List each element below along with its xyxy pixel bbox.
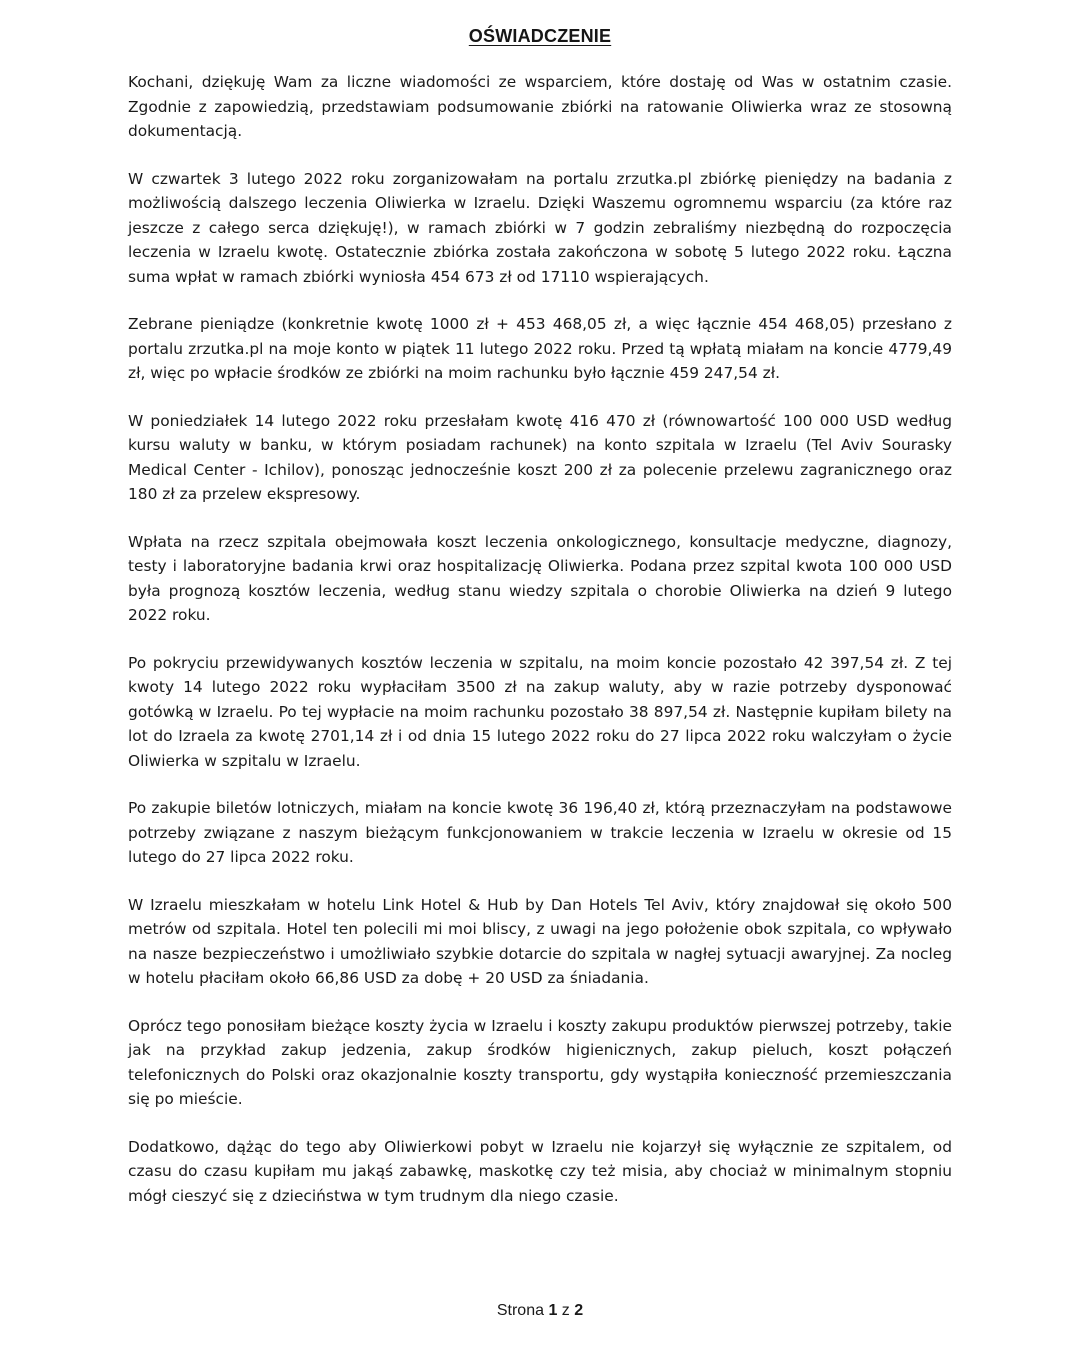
paragraph: Dodatkowo, dążąc do tego aby Oliwierkowi pobyt w Izraelu nie kojarzył się wyłącznie ze szpitalem, od czasu do czasu kupiłam mu jakąś zabawkę, maskotkę czy też misia, aby chociaż w minimalnym stopniu mógł cieszyć się z dzieciństwa w tym trudnym dla niego czasie.: [128, 1137, 952, 1205]
paragraph: Po zakupie biletów lotniczych, miałam na koncie kwotę 36 196,40 zł, którą przeznaczyłam na podstawowe potrzeby związane z naszym bieżącym funkcjonowaniem w trakcie leczenia w Izraelu w okresie od 15 lutego do 27 lipca 2022 roku.: [128, 799, 952, 866]
page-separator: z: [561, 1302, 570, 1319]
page-label: Strona: [496, 1302, 544, 1319]
page-footer: [0, 1302, 1080, 1320]
total-pages-number: 2: [574, 1302, 584, 1319]
paragraph: Po pokryciu przewidywanych kosztów leczenia w szpitalu, na moim koncie pozostało 42 397,54 zł. Z tej kwoty 14 lutego 2022 roku wypłaciłam 3500 zł na zakup waluty, aby w razie potrzeby dysponować gotówką w Izraelu. Po tej wypłacie na moim rachunku pozostało 38 897,54 zł. Następnie kupiłam bilety na lot do Izraela za kwotę 2701,14 zł i od dnia 15 lutego 2022 roku do 27 lipca 2022 roku walczyłam o życie Oliwierka w szpitalu w Izraelu.: [128, 653, 952, 770]
document-body: [128, 70, 952, 1231]
current-page-number: 1: [548, 1302, 558, 1319]
paragraph: W Izraelu mieszkałam w hotelu Link Hotel & Hub by Dan Hotels Tel Aviv, który znajdował się około 500 metrów od szpitala. Hotel ten polecili mi moi bliscy, z uwagi na jego położenie obok szpitala, co wpływało na nasze bezpieczeństwo i umożliwiało szybkie dotarcie do szpitala w nagłej sytuacji awaryjnej. Za nocleg w hotelu płaciłam około 66,86 USD za dobę + 20 USD za śniadania.: [128, 895, 952, 987]
paragraph: W poniedziałek 14 lutego 2022 roku przesłałam kwotę 416 470 zł (równowartość 100 000 USD według kursu waluty w banku, w którym posiadam rachunek) na konto szpitala w Izraelu (Tel Aviv Sourasky Medical Center - Ichilov), ponosząc jednocześnie koszt 200 zł za polecenie przelewu zagranicznego oraz 180 zł za przelew ekspresowy.: [128, 411, 952, 503]
document-title: OŚWIADCZENIE: [468, 26, 612, 46]
paragraph: Kochani, dziękuję Wam za liczne wiadomości ze wsparciem, które dostaję od Was w ostatnim czasie. Zgodnie z zapowiedzią, przedstawiam podsumowanie zbiórki na ratowanie Oliwierka wraz ze stosowną dokumentacją.: [128, 73, 952, 140]
paragraph: Zebrane pieniądze (konkretnie kwotę 1000 zł + 453 468,05 zł, a więc łącznie 454 468,05) przesłano z portalu zrzutka.pl na moje konto w piątek 11 lutego 2022 roku. Przed tą wpłatą miałam na koncie 4779,49 zł, więc po wpłacie środków ze zbiórki na moim rachunku było łącznie 459 247,54 zł.: [128, 315, 952, 382]
paragraph: Wpłata na rzecz szpitala obejmowała koszt leczenia onkologicznego, konsultacje medyczne, diagnozy, testy i laboratoryjne badania krwi oraz hospitalizację Oliwierka. Podana przez szpital kwota 100 000 USD była prognozą kosztów leczenia, według stanu wiedzy szpitala o chorobie Oliwierka na dzień 9 lutego 2022 roku.: [128, 532, 952, 624]
paragraph: W czwartek 3 lutego 2022 roku zorganizowałam na portalu zrzutka.pl zbiórkę pieniędzy na badania z możliwością dalszego leczenia Oliwierka w Izraelu. Dzięki Waszemu ogromnemu wsparciu (za które raz jeszcze z całego serca dziękuję!), w ramach zbiórki w 7 godzin zebraliśmy niezbędną do rozpoczęcia leczenia w Izraelu kwotę. Ostatecznie zbiórka została zakończona w sobotę 5 lutego 2022 roku. Łączna suma wpłat w ramach zbiórki wyniosła 454 673 zł od 17110 wspierających.: [128, 169, 952, 286]
paragraph: Oprócz tego ponosiłam bieżące koszty życia w Izraelu i koszty zakupu produktów pierwszej potrzeby, takie jak na przykład zakup jedzenia, zakup środków higienicznych, zakup pieluch, koszt połączeń telefonicznych do Polski oraz okazjonalnie koszty transportu, gdy wystąpiła konieczność przemieszczania się po mieście.: [128, 1016, 952, 1108]
